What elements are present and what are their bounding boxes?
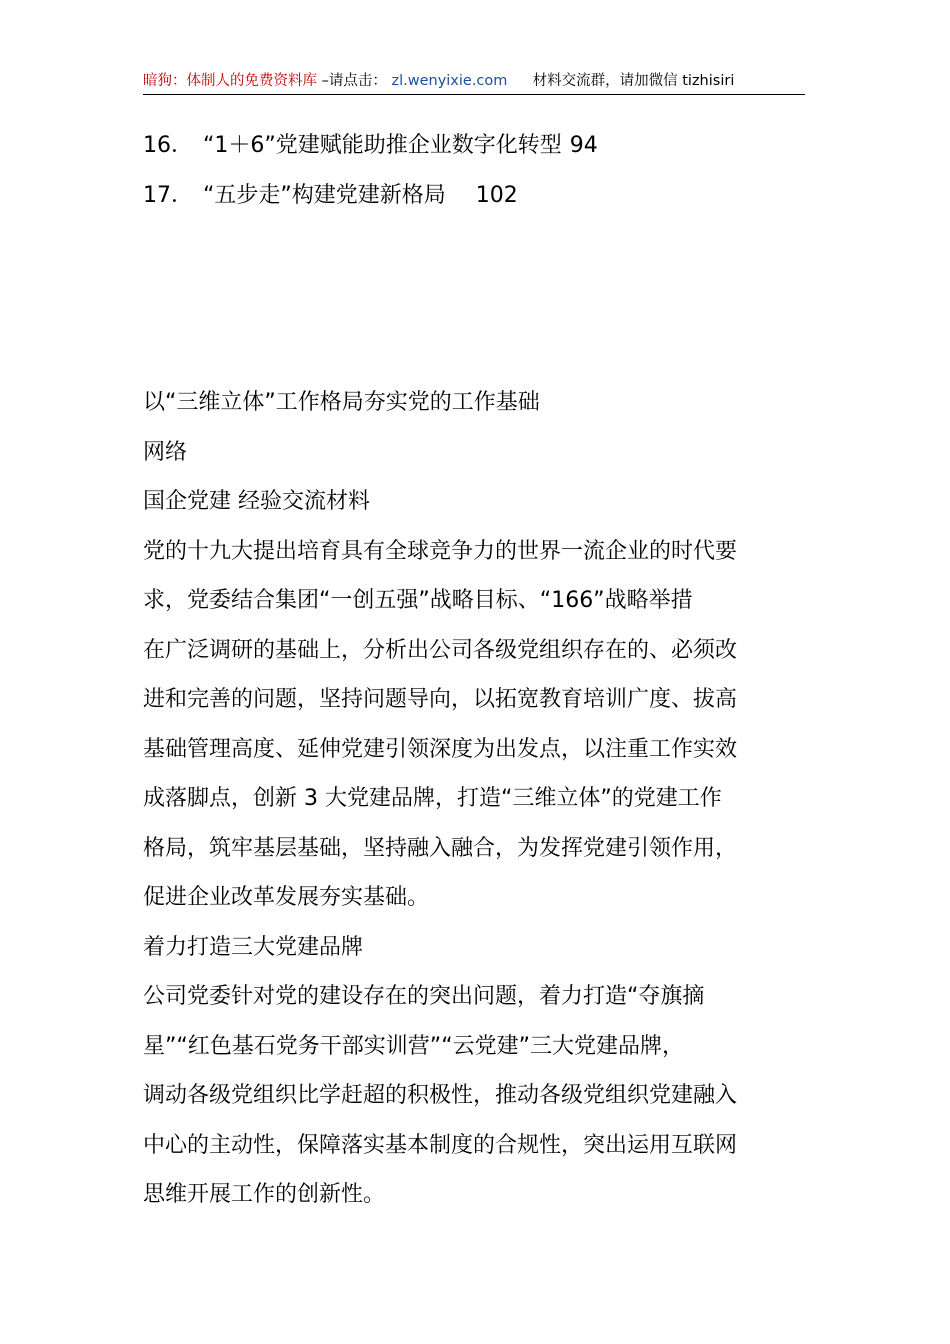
article-category: 国企党建 经验交流材料 xyxy=(143,489,370,514)
header-url-link[interactable]: zl.wenyixie.com xyxy=(391,73,508,89)
article-source: 网络 xyxy=(143,439,188,465)
toc-page-number: 102 xyxy=(475,183,518,208)
paragraph-line: 中心的主动性，保障落实基本制度的合规性，突出运用互联网 xyxy=(143,1132,738,1158)
toc-number: 16． xyxy=(143,133,193,158)
paragraph-line: 星”“红色基石党务干部实训营”“云党建”三大党建品牌， xyxy=(143,1033,684,1059)
paragraph-line: 成落脚点，创新 3 大党建品牌，打造“三维立体”的党建工作 xyxy=(143,786,722,811)
page-header xyxy=(143,70,805,95)
paragraph-line: 促进企业改革发展夯实基础。 xyxy=(143,885,430,910)
paragraph-line: 在广泛调研的基础上，分析出公司各级党组织存在的、必须改 xyxy=(143,637,738,663)
paragraph-line: 进和完善的问题，坚持问题导向，以拓宽教育培训广度、拔高 xyxy=(143,687,738,712)
toc-title: “1＋6”党建赋能助推企业数字化转型 xyxy=(203,133,562,158)
header-wechat-note: 材料交流群，请加微信 tizhisiri xyxy=(532,73,735,89)
paragraph-line: 调动各级党组织比学赶超的积极性，推动各级党组织党建融入 xyxy=(143,1083,738,1108)
header-click-prompt: –请点击： xyxy=(321,73,387,89)
toc-entry-17[interactable] xyxy=(143,181,518,211)
toc-title: “五步走”构建党建新格局 xyxy=(203,183,446,208)
paragraph-line: 基础管理高度、延伸党建引领深度为出发点，以注重工作实效 xyxy=(143,736,738,762)
paragraph-line: 党的十九大提出培育具有全球竞争力的世界一流企业的时代要 xyxy=(143,538,738,564)
header-brand: 暗狗：体制人的免费资料库 xyxy=(143,73,317,89)
paragraph-line: 格局，筑牢基层基础，坚持融入融合，为发挥党建引领作用， xyxy=(143,835,738,861)
article-body xyxy=(143,378,808,1220)
section-heading: 着力打造三大党建品牌 xyxy=(143,934,364,960)
paragraph-line: 思维开展工作的创新性。 xyxy=(143,1182,386,1207)
paragraph-line: 求，党委结合集团“一创五强”战略目标、“166”战略举措 xyxy=(143,588,693,613)
toc-entry-16[interactable] xyxy=(143,131,598,161)
paragraph-line: 公司党委针对党的建设存在的突出问题，着力打造“夺旗摘 xyxy=(143,984,705,1009)
article-title: 以“三维立体”工作格局夯实党的工作基础 xyxy=(143,390,540,415)
toc-page-number: 94 xyxy=(569,133,598,158)
toc-number: 17． xyxy=(143,183,193,208)
